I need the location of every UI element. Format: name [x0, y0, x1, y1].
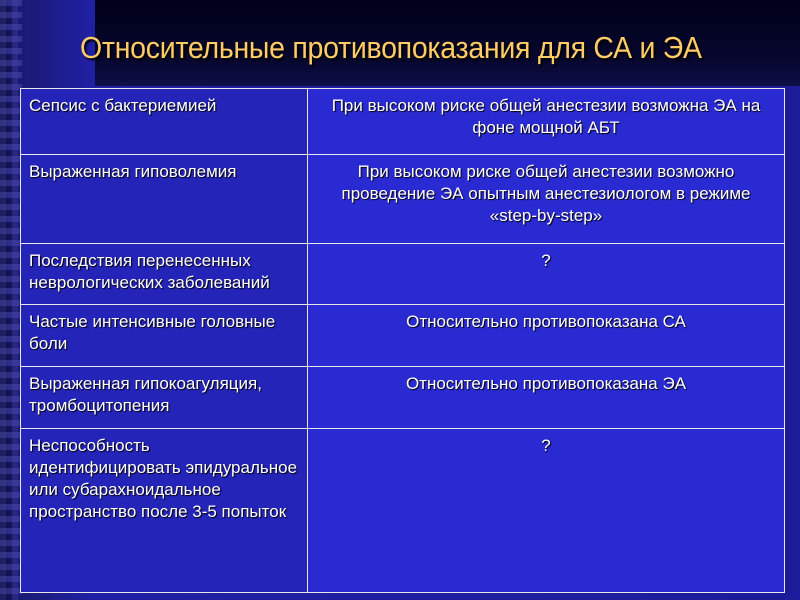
decorative-left-strip [0, 0, 22, 600]
table-row [21, 429, 785, 593]
note-cell-question: ? [308, 429, 785, 593]
condition-cell: Сепсис с бактериемией [21, 89, 308, 155]
note-cell: При высоком риске общей анестезии возможна ЭА на фоне мощной АБТ [308, 89, 785, 155]
note-cell: Относительно противопоказана ЭА [308, 367, 785, 429]
slide-title: Относительные противопоказания для СА и ЭА [80, 30, 702, 65]
table-row [21, 367, 785, 429]
condition-cell: Последствия перенесенных неврологических заболеваний [21, 244, 308, 305]
condition-cell: Выраженная гипокоагуляция, тромбоцитопения [21, 367, 308, 429]
note-cell: Относительно противопоказана СА [308, 305, 785, 367]
condition-cell: Частые интенсивные головные боли [21, 305, 308, 367]
table-row [21, 305, 785, 367]
table-row [21, 244, 785, 305]
condition-cell: Выраженная гиповолемия [21, 155, 308, 244]
note-cell: При высоком риске общей анестезии возможно проведение ЭА опытным анестезиологом в режиме «step-by-step» [308, 155, 785, 244]
note-cell-question: ? [308, 244, 785, 305]
contraindications-table [20, 88, 785, 593]
table-row [21, 155, 785, 244]
table-row [21, 89, 785, 155]
condition-cell: Неспособность идентифицировать эпидуральное или субарахноидальное пространство после 3-5 попыток [21, 429, 308, 593]
